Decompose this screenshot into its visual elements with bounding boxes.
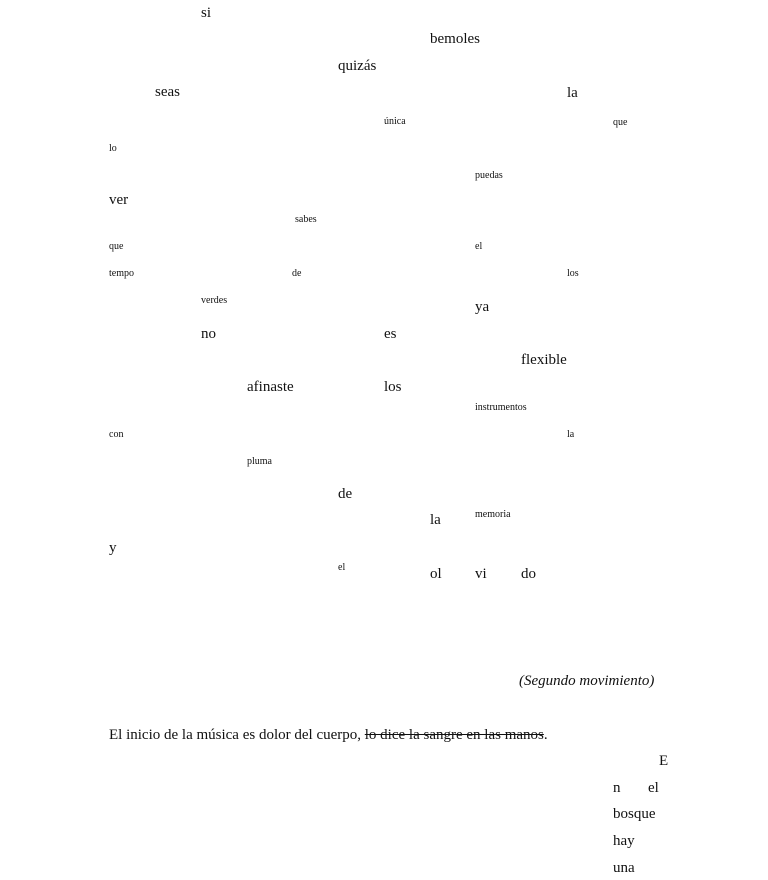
poem-word: do bbox=[521, 566, 536, 582]
poem-word: ver bbox=[109, 192, 129, 208]
poem-word: los bbox=[384, 379, 402, 395]
poem-word: el bbox=[475, 241, 483, 252]
poem-word: ol bbox=[430, 566, 442, 582]
column-word: n bbox=[613, 780, 621, 796]
poem-word: instrumentos bbox=[475, 402, 527, 413]
poem-word: y bbox=[109, 540, 117, 556]
column-word: E bbox=[659, 753, 669, 769]
poem-word: la bbox=[567, 429, 575, 440]
poem-word: afinaste bbox=[247, 379, 294, 395]
poem-word: seas bbox=[155, 84, 180, 100]
column-word: hay bbox=[613, 833, 635, 849]
poem-word: vi bbox=[475, 566, 487, 582]
poem-word: tempo bbox=[109, 268, 134, 279]
poem-word: el bbox=[338, 562, 346, 573]
poem-word: de bbox=[292, 268, 302, 279]
poem-word: bemoles bbox=[430, 31, 480, 47]
poem-word: es bbox=[384, 326, 397, 342]
poem-word: flexible bbox=[521, 352, 567, 368]
poem-word: que bbox=[613, 117, 628, 128]
poem-word: de bbox=[338, 486, 353, 502]
column-word: bosque bbox=[613, 806, 656, 822]
poem-word: la bbox=[567, 85, 578, 101]
poem-word: verdes bbox=[201, 295, 228, 306]
poem-word: la bbox=[430, 512, 441, 528]
struck-text: lo dice la sangre en las manos bbox=[364, 727, 544, 743]
poem-word: pluma bbox=[247, 456, 272, 467]
prose-period: . bbox=[543, 727, 548, 743]
poem-word: que bbox=[109, 241, 124, 252]
prose-text: El inicio de la música es dolor del cuerpo, bbox=[109, 727, 365, 743]
poem-word: única bbox=[384, 116, 406, 127]
column-word: el bbox=[648, 780, 659, 796]
poem-word: los bbox=[567, 268, 579, 279]
prose-line bbox=[109, 727, 548, 744]
poem-word: quizás bbox=[338, 58, 377, 74]
poem-word: puedas bbox=[475, 170, 503, 181]
poem-word: lo bbox=[109, 143, 117, 154]
poem-word: si bbox=[201, 5, 212, 21]
poem-word: sabes bbox=[295, 214, 317, 225]
poem-word: con bbox=[109, 429, 124, 440]
section-caption: (Segundo movimiento) bbox=[519, 673, 655, 689]
poem-word: no bbox=[201, 326, 216, 342]
column-word: una bbox=[613, 860, 635, 876]
poem-word: ya bbox=[475, 299, 490, 315]
poem-word: memoria bbox=[475, 509, 511, 520]
